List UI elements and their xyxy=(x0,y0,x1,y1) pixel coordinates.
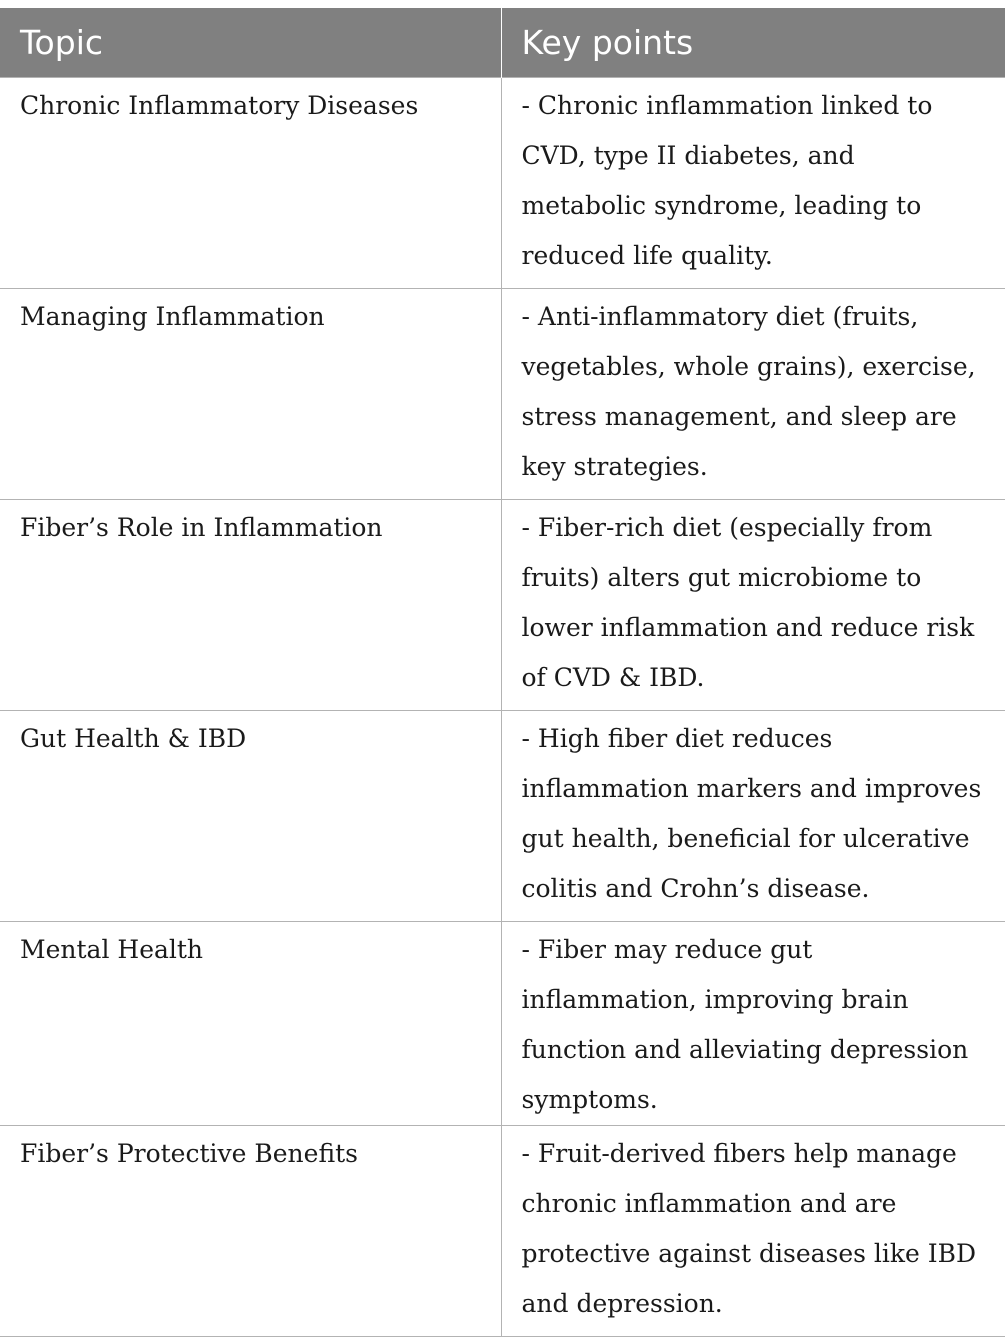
table-body xyxy=(0,77,1005,1336)
key-points-cell: - Fiber-rich diet (especially from fruits) alters gut microbiome to lower inflammation and reduce risk of CVD & IBD. xyxy=(501,499,1005,710)
summary-table-container xyxy=(0,8,1005,1337)
key-points-cell: - Anti-inflammatory diet (fruits, vegetables, whole grains), exercise, stress management, and sleep are key strategies. xyxy=(501,288,1005,499)
topic-cell: Fiber’s Protective Benefits xyxy=(0,1125,501,1336)
key-points-cell: - Fruit-derived fibers help manage chronic inflammation and are protective against diseases like IBD and depression. xyxy=(501,1125,1005,1336)
table-row xyxy=(0,710,1005,921)
key-points-cell: - High fiber diet reduces inflammation markers and improves gut health, beneficial for ulcerative colitis and Crohn’s disease. xyxy=(501,710,1005,921)
summary-table xyxy=(0,8,1005,1337)
key-points-cell: - Chronic inflammation linked to CVD, type II diabetes, and metabolic syndrome, leading to reduced life quality. xyxy=(501,77,1005,288)
topic-cell: Fiber’s Role in Inflammation xyxy=(0,499,501,710)
table-row xyxy=(0,1125,1005,1336)
key-points-cell: - Fiber may reduce gut inflammation, improving brain function and alleviating depression symptoms. xyxy=(501,921,1005,1125)
table-row xyxy=(0,77,1005,288)
table-row xyxy=(0,921,1005,1125)
topic-cell: Gut Health & IBD xyxy=(0,710,501,921)
topic-cell: Managing Inflammation xyxy=(0,288,501,499)
header-topic: Topic xyxy=(0,8,501,77)
header-key-points: Key points xyxy=(501,8,1005,77)
table-row xyxy=(0,499,1005,710)
header-row xyxy=(0,8,1005,77)
table-header xyxy=(0,8,1005,77)
topic-cell: Mental Health xyxy=(0,921,501,1125)
table-row xyxy=(0,288,1005,499)
topic-cell: Chronic Inflammatory Diseases xyxy=(0,77,501,288)
